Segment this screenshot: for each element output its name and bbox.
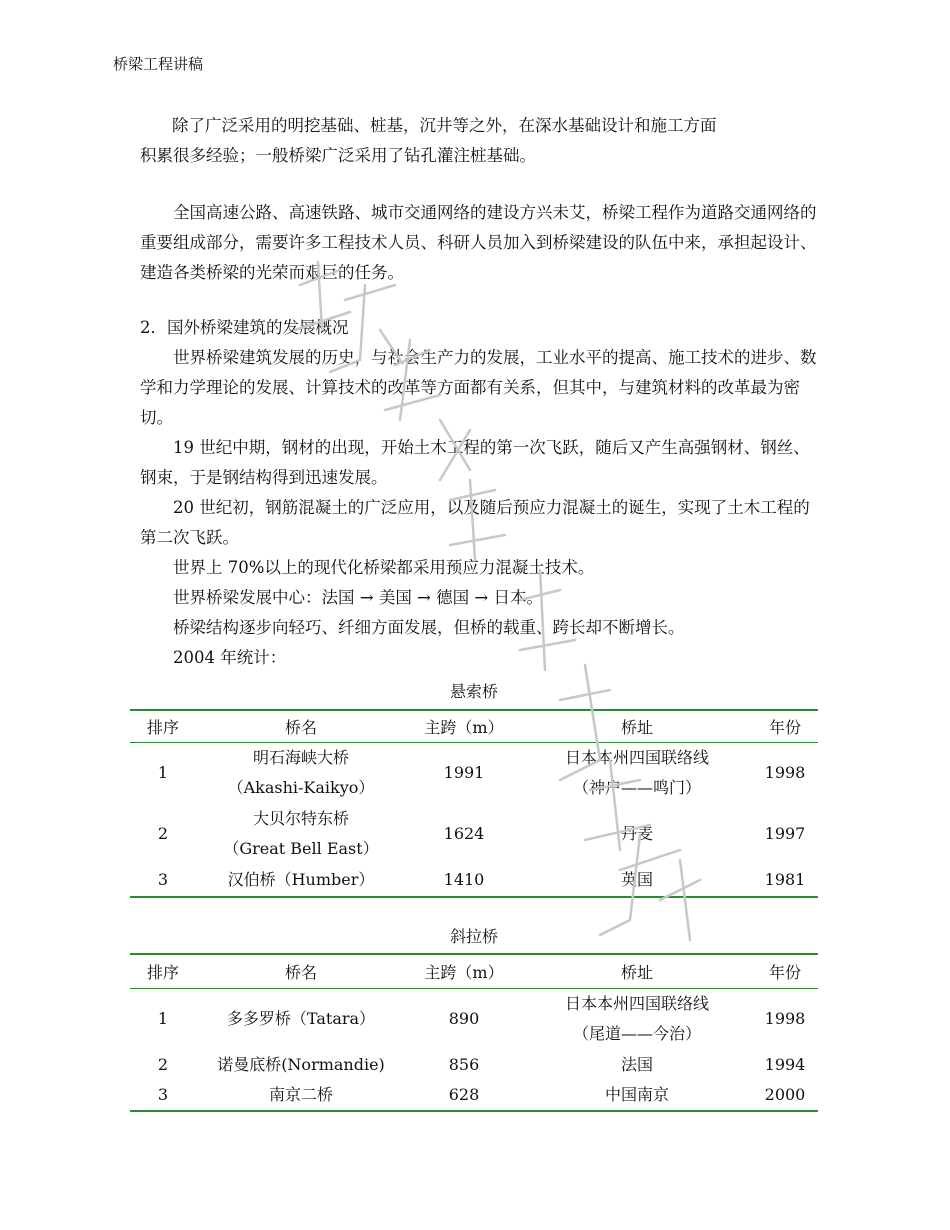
col-header-span: 主跨（m） [406, 954, 522, 989]
table-row [130, 864, 818, 897]
cell-location-line: （尾道——今治） [572, 1024, 701, 1043]
cell-year: 1994 [764, 1054, 806, 1074]
cell-rank: 1 [157, 763, 169, 783]
cell-year: 1998 [764, 1009, 806, 1028]
col-header-span: 主跨（m） [406, 710, 522, 743]
table-row [130, 1080, 818, 1111]
col-header-year: 年份 [752, 710, 818, 743]
cell-span: 628 [448, 1085, 480, 1104]
cable-stayed-bridge-table [130, 953, 818, 1112]
paragraph-foundation-line1: 除了广泛采用的明挖基础、桩基，沉井等之外，在深水基础设计和施工方面 [172, 116, 717, 135]
cell-name [196, 743, 406, 804]
col-header-location: 桥址 [522, 710, 752, 743]
cell-location-line: 日本本州四国联络线 [564, 748, 709, 768]
cell-rank: 1 [157, 1009, 169, 1028]
paragraph-trend: 桥梁结构逐步向轻巧、纤细方面发展，但桥的载重、跨长却不断增长。 [173, 618, 685, 637]
paragraph-foundation-line2: 积累很多经验；一般桥梁广泛采用了钻孔灌注桩基础。 [140, 146, 536, 165]
col-header-name: 桥名 [196, 954, 406, 989]
cell-location [522, 989, 752, 1050]
cell-year: 1997 [764, 823, 806, 843]
cell-rank: 2 [157, 823, 169, 843]
col-header-year: 年份 [752, 954, 818, 989]
paragraph-statistics: 2004 年统计： [173, 648, 287, 667]
table-row [130, 804, 818, 864]
col-header-location: 桥址 [522, 954, 752, 989]
cell-span: 1991 [443, 763, 485, 783]
cell-year: 1981 [764, 869, 806, 889]
cell-name-line: （Great Bell East） [223, 838, 379, 858]
cell-name-line: （Akashi-Kaikyo） [227, 778, 375, 798]
cell-rank: 2 [157, 1054, 169, 1074]
cell-year: 2000 [764, 1085, 806, 1104]
paragraph-world-history: 世界桥梁建筑发展的历史，与社会生产力的发展，工业水平的提高、施工技术的进步、数学和力学理论的发展、计算技术的改革等方面都有关系，但其中，与建筑材料的改革最为密切。 [140, 348, 817, 427]
suspension-table-caption: 悬索桥 [449, 682, 498, 701]
suspension-bridge-table [130, 709, 818, 898]
paragraph-centers: 世界桥梁发展中心：法国 → 美国 → 德国 → 日本。 [173, 588, 543, 607]
cell-span: 856 [448, 1054, 480, 1074]
table-header-row [130, 710, 818, 743]
document-header: 桥梁工程讲稿 [113, 55, 204, 73]
cell-rank: 3 [157, 1085, 169, 1104]
cell-location: 英国 [620, 869, 653, 889]
cell-location: 丹麦 [620, 823, 653, 843]
cell-name-line: 大贝尔特东桥 [252, 808, 349, 828]
cell-location: 法国 [620, 1054, 653, 1074]
cable-stayed-table-caption: 斜拉桥 [449, 927, 498, 946]
cell-location-line: （神户——鸣门） [572, 778, 701, 798]
section-heading: 2．国外桥梁建筑的发展概况 [140, 318, 349, 337]
cell-location: 中国南京 [604, 1085, 669, 1104]
col-header-rank: 排序 [130, 954, 196, 989]
table-row [130, 1049, 818, 1080]
paragraph-steel: 19 世纪中期，钢材的出现，开始土木工程的第一次飞跃，随后又产生高强钢材、钢丝、钢束，于是钢结构得到迅速发展。 [140, 438, 810, 487]
cell-span: 890 [448, 1009, 480, 1028]
cell-name [196, 804, 406, 864]
paragraph-concrete: 20 世纪初，钢筋混凝土的广泛应用，以及随后预应力混凝土的诞生，实现了土木工程的第二次飞跃。 [140, 498, 810, 547]
cell-name: 多多罗桥（Tatara） [226, 1009, 376, 1028]
paragraph-prestressed: 世界上 70%以上的现代化桥梁都采用预应力混凝土技术。 [173, 558, 595, 577]
cell-location-line: 日本本州四国联络线 [564, 994, 709, 1013]
table-header-row [130, 954, 818, 989]
cell-span: 1410 [443, 869, 485, 889]
cell-rank: 3 [157, 869, 169, 889]
cell-name: 诺曼底桥(Normandie) [217, 1054, 385, 1074]
cell-name-line: 明石海峡大桥 [252, 748, 349, 768]
table-row [130, 743, 818, 804]
table-row [130, 989, 818, 1050]
cell-location [522, 743, 752, 804]
cell-name: 汉伯桥（Humber） [227, 869, 375, 889]
cell-year: 1998 [764, 763, 806, 783]
cell-span: 1624 [443, 823, 485, 843]
col-header-name: 桥名 [196, 710, 406, 743]
paragraph-domestic-development: 全国高速公路、高速铁路、城市交通网络的建设方兴未艾，桥梁工程作为道路交通网络的重要组成部分，需要许多工程技术人员、科研人员加入到桥梁建设的队伍中来，承担起设计、建造各类桥梁的光荣而艰巨的任务。 [140, 203, 817, 282]
col-header-rank: 排序 [130, 710, 196, 743]
cell-name: 南京二桥 [268, 1085, 333, 1104]
